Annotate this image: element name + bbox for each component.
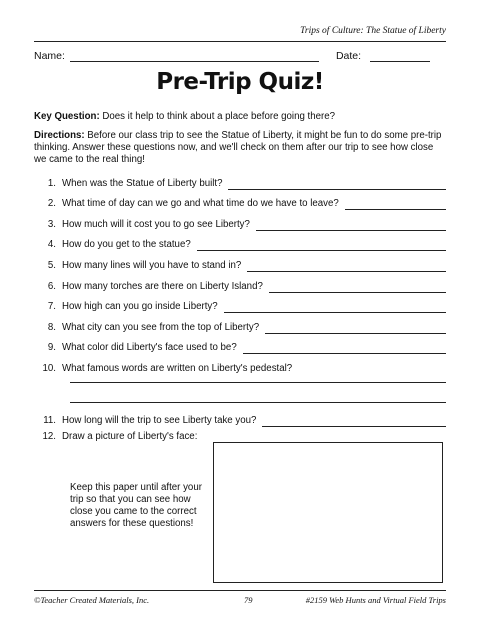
question-number: 3. <box>47 218 56 230</box>
name-label: Name: <box>34 50 65 62</box>
drawing-prompt <box>34 431 197 442</box>
question-item <box>34 169 446 190</box>
date-label: Date: <box>335 50 362 62</box>
date-field[interactable] <box>370 51 430 62</box>
question-number: 12. <box>42 431 56 442</box>
question-item <box>34 272 446 293</box>
question-item <box>34 231 446 252</box>
keep-paper-note: Keep this paper until after your trip so that you can see how close you came to the correct answers for these questions! <box>70 482 202 529</box>
directions-label: Directions: <box>34 130 85 141</box>
answer-line[interactable] <box>265 323 446 334</box>
answer-line[interactable] <box>247 261 446 272</box>
question-item <box>34 313 446 334</box>
question-number: 8. <box>47 321 56 333</box>
question-text: How do you get to the statue? <box>62 239 191 251</box>
drawing-box[interactable] <box>213 442 443 583</box>
answer-line[interactable] <box>243 343 446 354</box>
directions-text: Before our class trip to see the Statue of Liberty, it might be fun to do some pre-trip thinking. Answer these questions now, and we'll check on them after our trip to see how close we came to the real thing! <box>34 130 442 165</box>
question-text: How high can you go inside Liberty? <box>62 301 218 313</box>
question-text: How long will the trip to see Liberty take you? <box>62 414 257 426</box>
question-item <box>34 293 446 314</box>
name-field[interactable] <box>70 51 319 62</box>
question-list-continued <box>34 406 446 427</box>
answer-line[interactable] <box>269 282 446 293</box>
question-item <box>34 406 446 427</box>
question-item <box>34 190 446 211</box>
question-number: 5. <box>47 259 56 271</box>
answer-line[interactable] <box>224 302 446 313</box>
directions <box>34 130 446 166</box>
question-number: 11. <box>43 414 56 426</box>
copyright-text: ©Teacher Created Materials, Inc. <box>34 595 150 605</box>
question-text: How much will it cost you to go see Liberty? <box>62 218 250 230</box>
question-item <box>34 210 446 231</box>
question-number: 10. <box>42 362 56 374</box>
answer-spacer <box>298 365 446 375</box>
answer-line[interactable] <box>70 382 446 383</box>
name-date-row <box>34 50 446 62</box>
page-number: 79 <box>244 595 253 605</box>
question-item <box>34 251 446 272</box>
answer-line[interactable] <box>228 179 446 190</box>
question-text: What city can you see from the top of Liberty? <box>62 321 260 333</box>
key-question-label: Key Question: <box>34 111 100 122</box>
page-footer <box>34 590 446 609</box>
page-title: Pre-Trip Quiz! <box>156 69 324 95</box>
question-text: What time of day can we go and what time do we have to leave? <box>62 198 339 210</box>
question-number: 4. <box>47 239 56 251</box>
question-number: 9. <box>47 342 56 354</box>
answer-line[interactable] <box>345 199 446 210</box>
question-number: 2. <box>47 198 56 210</box>
key-question <box>34 111 446 123</box>
question-item <box>34 334 446 355</box>
question-item <box>34 354 446 375</box>
key-question-text: Does it help to think about a place before going there? <box>99 111 336 122</box>
question-text: What famous words are written on Liberty's pedestal? <box>62 362 293 374</box>
answer-line[interactable] <box>70 402 446 403</box>
question-text: How many torches are there on Liberty Island? <box>62 280 263 292</box>
answer-line[interactable] <box>262 416 446 427</box>
question-text: What color did Liberty's face used to be? <box>62 342 237 354</box>
question-number: 7. <box>47 301 56 313</box>
question-list <box>34 169 446 375</box>
question-text: Draw a picture of Liberty's face: <box>62 431 198 442</box>
question-text: When was the Statue of Liberty built? <box>62 177 223 189</box>
answer-line[interactable] <box>197 240 446 251</box>
question-text: How many lines will you have to stand in? <box>62 259 242 271</box>
book-reference: #2159 Web Hunts and Virtual Field Trips <box>305 595 446 605</box>
question-number: 1. <box>47 177 56 189</box>
answer-line[interactable] <box>256 220 446 231</box>
question-number: 6. <box>47 280 56 292</box>
series-header: Trips of Culture: The Statue of Liberty <box>34 26 446 42</box>
